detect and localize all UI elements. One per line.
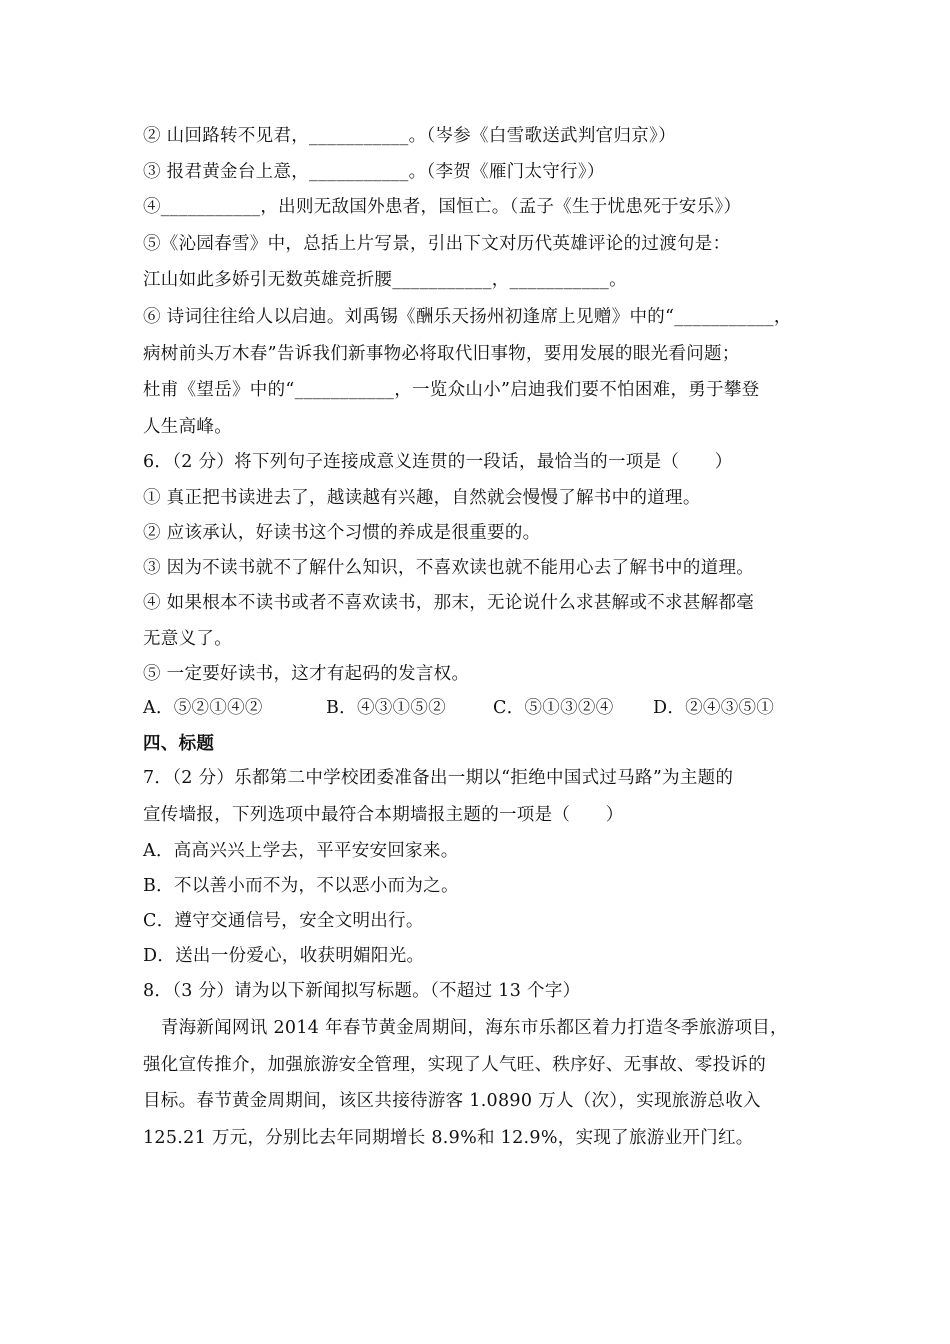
news-line-3: 目标。春节黄金周期间，该区共接待游客 1.0890 万人（次），实现旅游总收入 [143,1091,761,1111]
question-7-stem-b: 宣传墙报，下列选项中最符合本期墙报主题的一项是（ ） [143,805,624,825]
sentence-3: ③ 因为不读书就不了解什么知识，不喜欢读也就不能用心去了解书中的道理。 [143,558,755,578]
question-6-stem: 6．（2 分）将下列句子连接成意义连贯的一段话，最恰当的一项是（ ） [143,452,733,472]
question-7-option-d[interactable]: D．送出一份爱心，收获明媚阳光。 [143,946,425,966]
option-d[interactable]: D．②④③⑤① [653,698,775,718]
sentence-2: ② 应该承认，好读书这个习惯的养成是很重要的。 [143,523,541,543]
option-a[interactable]: A．⑤②①④② [143,698,263,718]
poem-line-6d: 人生高峰。 [143,417,232,437]
poem-line-5a: ⑤《沁园春雪》中，总括上片写景，引出下文对历代英雄评论的过渡句是： [143,234,731,254]
question-7-option-c[interactable]: C．遵守交通信号，安全文明出行。 [143,911,424,931]
poem-line-2: ② 山回路转不见君，___________。（岑参《白雪歌送武判官归京》） [143,126,676,146]
poem-line-4: ④___________，出则无敌国外患者，国恒亡。（孟子《生于忧患死于安乐》） [143,197,742,217]
option-c[interactable]: C．⑤①③②④ [493,698,614,718]
poem-line-6b: 病树前头万木春”告诉我们新事物必将取代旧事物，要用发展的眼光看问题； [143,344,740,364]
question-7-option-b[interactable]: B．不以善小而不为，不以恶小而为之。 [143,876,459,896]
news-line-1: 青海新闻网讯 2014 年春节黄金周期间，海东市乐都区着力打造冬季旅游项目， [143,1018,788,1038]
sentence-4b: 无意义了。 [143,629,232,649]
poem-line-6c: 杜甫《望岳》中的“___________，一览众山小”启迪我们要不怕困难，勇于攀登 [143,380,760,400]
poem-line-3: ③ 报君黄金台上意，___________。（李贺《雁门太守行》） [143,162,605,182]
option-b[interactable]: B．④③①⑤② [326,698,446,718]
question-7-stem-a: 7．（2 分）乐都第二中学校团委准备出一期以“拒绝中国式过马路”为主题的 [143,768,734,788]
question-8-stem: 8．（3 分）请为以下新闻拟写标题。（不超过 13 个字） [143,981,581,1001]
sentence-4a: ④ 如果根本不读书或者不喜欢读书，那末，无论说什么求甚解或不求甚解都毫 [143,593,755,613]
sentence-5: ⑤ 一定要好读书，这才有起码的发言权。 [143,664,470,684]
sentence-1: ① 真正把书读进去了，越读越有兴趣，自然就会慢慢了解书中的道理。 [143,488,701,508]
poem-line-6a: ⑥ 诗词往往给人以启迪。刘禹锡《酬乐天扬州初逢席上见赠》中的“___________， [143,307,792,327]
news-line-4: 125.21 万元，分别比去年同期增长 8.9%和 12.9%，实现了旅游业开门红。 [143,1128,754,1148]
question-7-option-a[interactable]: A．高高兴兴上学去，平平安安回家来。 [143,841,459,861]
news-line-2: 强化宣传推介，加强旅游安全管理，实现了人气旺、秩序好、无事故、零投诉的 [143,1055,766,1075]
poem-line-5b: 江山如此多娇引无数英雄竞折腰___________，___________。 [143,270,627,290]
section-heading: 四、标题 [143,734,215,754]
